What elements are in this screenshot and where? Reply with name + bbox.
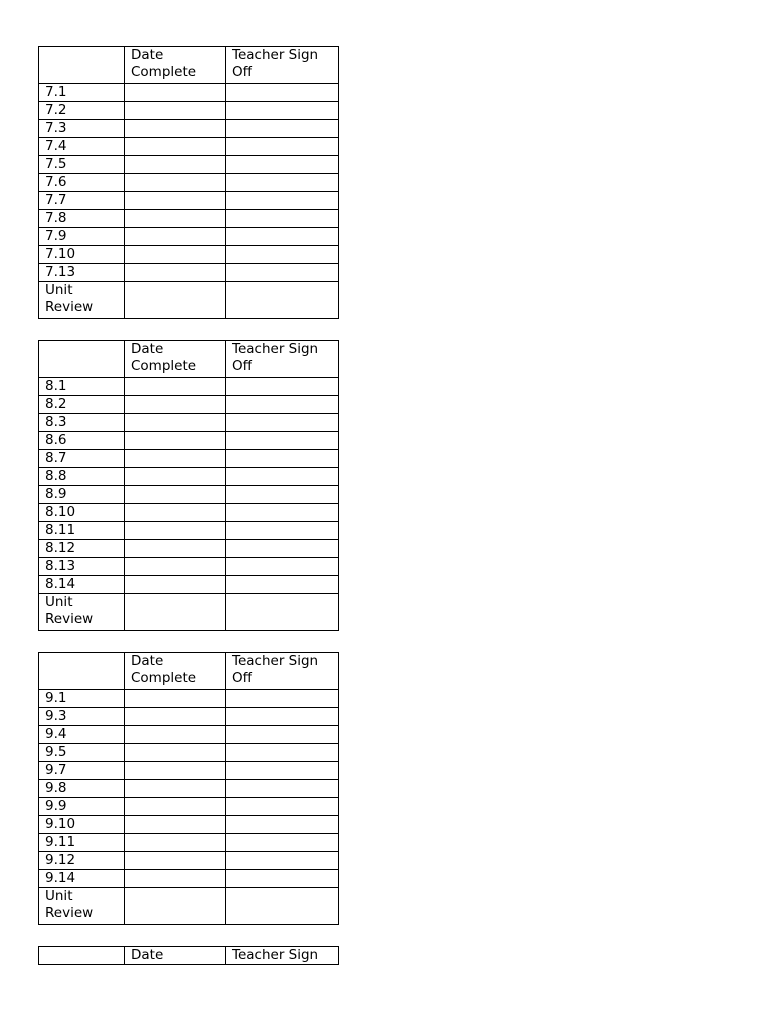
section-row (39, 780, 339, 798)
section-row (39, 834, 339, 852)
teacher-sign-off-header: Teacher Sign Off (226, 653, 339, 690)
date-complete-header: Date Complete (125, 47, 226, 84)
date-complete-cell[interactable] (125, 576, 226, 594)
date-complete-cell[interactable] (125, 834, 226, 852)
date-complete-cell[interactable] (125, 726, 226, 744)
section-number: 8.11 (39, 522, 125, 540)
section-row (39, 504, 339, 522)
teacher-sign-off-cell[interactable] (226, 396, 339, 414)
section-number: 8.9 (39, 486, 125, 504)
section-number: 8.3 (39, 414, 125, 432)
date-complete-cell[interactable] (125, 414, 226, 432)
teacher-sign-off-cell[interactable] (226, 558, 339, 576)
teacher-sign-off-cell[interactable] (226, 210, 339, 228)
section-number: 8.13 (39, 558, 125, 576)
teacher-sign-off-cell[interactable] (226, 228, 339, 246)
section-row (39, 432, 339, 450)
date-complete-header: Date Complete (125, 341, 226, 378)
unit-review-label: Unit Review (39, 888, 125, 925)
header-row (39, 947, 339, 965)
section-number: 8.1 (39, 378, 125, 396)
section-row (39, 210, 339, 228)
date-complete-cell[interactable] (125, 816, 226, 834)
section-number: 7.10 (39, 246, 125, 264)
date-complete-cell[interactable] (125, 84, 226, 102)
teacher-sign-off-header: Teacher Sign Off (226, 341, 339, 378)
teacher-sign-off-cell[interactable] (226, 138, 339, 156)
date-complete-cell[interactable] (125, 708, 226, 726)
date-complete-cell[interactable] (125, 870, 226, 888)
teacher-sign-off-cell[interactable] (226, 690, 339, 708)
section-number: 9.5 (39, 744, 125, 762)
date-complete-header: Date (125, 947, 226, 965)
section-row (39, 522, 339, 540)
date-complete-cell[interactable] (125, 156, 226, 174)
teacher-sign-off-cell[interactable] (226, 762, 339, 780)
date-complete-cell[interactable] (125, 138, 226, 156)
section-row (39, 576, 339, 594)
section-row (39, 156, 339, 174)
header-row (39, 341, 339, 378)
teacher-sign-off-cell[interactable] (226, 246, 339, 264)
unit-review-label: Unit Review (39, 282, 125, 319)
date-complete-cell[interactable] (125, 396, 226, 414)
section-row (39, 192, 339, 210)
header-blank-cell (39, 947, 125, 965)
teacher-sign-off-header: Teacher Sign (226, 947, 339, 965)
unit-review-label: Unit Review (39, 594, 125, 631)
section-number: 9.8 (39, 780, 125, 798)
date-complete-cell[interactable] (125, 174, 226, 192)
teacher-sign-off-cell[interactable] (226, 870, 339, 888)
section-row (39, 138, 339, 156)
teacher-sign-off-cell[interactable] (226, 432, 339, 450)
section-row (39, 690, 339, 708)
date-complete-header: Date Complete (125, 653, 226, 690)
teacher-sign-off-cell[interactable] (226, 708, 339, 726)
section-number: 9.3 (39, 708, 125, 726)
teacher-sign-off-cell[interactable] (226, 798, 339, 816)
date-complete-cell[interactable] (125, 522, 226, 540)
header-blank-cell (39, 653, 125, 690)
teacher-sign-off-cell[interactable] (226, 102, 339, 120)
section-row (39, 816, 339, 834)
teacher-sign-off-cell[interactable] (226, 888, 339, 925)
signoff-table-partial (38, 946, 339, 965)
teacher-sign-off-header: Teacher Sign Off (226, 47, 339, 84)
teacher-sign-off-cell[interactable] (226, 120, 339, 138)
teacher-sign-off-cell[interactable] (226, 780, 339, 798)
section-row (39, 450, 339, 468)
section-number: 7.13 (39, 264, 125, 282)
section-row (39, 264, 339, 282)
section-number: 7.3 (39, 120, 125, 138)
date-complete-cell[interactable] (125, 798, 226, 816)
date-complete-cell[interactable] (125, 228, 226, 246)
section-number: 8.8 (39, 468, 125, 486)
date-complete-cell[interactable] (125, 744, 226, 762)
section-number: 7.6 (39, 174, 125, 192)
date-complete-cell[interactable] (125, 102, 226, 120)
date-complete-cell[interactable] (125, 120, 226, 138)
section-number: 9.7 (39, 762, 125, 780)
section-row (39, 744, 339, 762)
unit-review-row (39, 888, 339, 925)
teacher-sign-off-cell[interactable] (226, 264, 339, 282)
header-blank-cell (39, 341, 125, 378)
date-complete-cell[interactable] (125, 468, 226, 486)
section-row (39, 414, 339, 432)
teacher-sign-off-cell[interactable] (226, 594, 339, 631)
section-row (39, 558, 339, 576)
section-row (39, 120, 339, 138)
section-row (39, 174, 339, 192)
teacher-sign-off-cell[interactable] (226, 282, 339, 319)
section-number: 9.4 (39, 726, 125, 744)
section-number: 7.9 (39, 228, 125, 246)
teacher-sign-off-cell[interactable] (226, 84, 339, 102)
header-row (39, 653, 339, 690)
section-row (39, 228, 339, 246)
date-complete-cell[interactable] (125, 852, 226, 870)
teacher-sign-off-cell[interactable] (226, 852, 339, 870)
date-complete-cell[interactable] (125, 504, 226, 522)
teacher-sign-off-cell[interactable] (226, 834, 339, 852)
signoff-table (38, 340, 339, 631)
section-number: 9.9 (39, 798, 125, 816)
teacher-sign-off-cell[interactable] (226, 816, 339, 834)
section-number: 7.2 (39, 102, 125, 120)
date-complete-cell[interactable] (125, 192, 226, 210)
date-complete-cell[interactable] (125, 690, 226, 708)
teacher-sign-off-cell[interactable] (226, 378, 339, 396)
section-number: 9.11 (39, 834, 125, 852)
section-row (39, 486, 339, 504)
section-number: 8.7 (39, 450, 125, 468)
signoff-table (38, 46, 339, 319)
section-number: 8.14 (39, 576, 125, 594)
section-row (39, 102, 339, 120)
section-number: 8.12 (39, 540, 125, 558)
section-row (39, 852, 339, 870)
teacher-sign-off-cell[interactable] (226, 522, 339, 540)
section-row (39, 798, 339, 816)
section-number: 7.5 (39, 156, 125, 174)
teacher-sign-off-cell[interactable] (226, 174, 339, 192)
teacher-sign-off-cell[interactable] (226, 486, 339, 504)
section-row (39, 762, 339, 780)
teacher-sign-off-cell[interactable] (226, 576, 339, 594)
date-complete-cell[interactable] (125, 264, 226, 282)
teacher-sign-off-cell[interactable] (226, 192, 339, 210)
date-complete-cell[interactable] (125, 540, 226, 558)
date-complete-cell[interactable] (125, 210, 226, 228)
section-number: 8.6 (39, 432, 125, 450)
section-row (39, 246, 339, 264)
teacher-sign-off-cell[interactable] (226, 726, 339, 744)
section-row (39, 84, 339, 102)
section-number: 7.1 (39, 84, 125, 102)
section-number: 9.1 (39, 690, 125, 708)
date-complete-cell[interactable] (125, 558, 226, 576)
date-complete-cell[interactable] (125, 378, 226, 396)
section-number: 7.7 (39, 192, 125, 210)
date-complete-cell[interactable] (125, 594, 226, 631)
section-number: 9.12 (39, 852, 125, 870)
date-complete-cell[interactable] (125, 888, 226, 925)
date-complete-cell[interactable] (125, 486, 226, 504)
section-number: 9.10 (39, 816, 125, 834)
date-complete-cell[interactable] (125, 762, 226, 780)
section-number: 8.2 (39, 396, 125, 414)
teacher-sign-off-cell[interactable] (226, 744, 339, 762)
unit-review-row (39, 594, 339, 631)
teacher-sign-off-cell[interactable] (226, 156, 339, 174)
teacher-sign-off-cell[interactable] (226, 540, 339, 558)
date-complete-cell[interactable] (125, 780, 226, 798)
section-row (39, 396, 339, 414)
date-complete-cell[interactable] (125, 246, 226, 264)
section-number: 9.14 (39, 870, 125, 888)
section-row (39, 468, 339, 486)
section-row (39, 708, 339, 726)
teacher-sign-off-cell[interactable] (226, 414, 339, 432)
section-number: 7.8 (39, 210, 125, 228)
section-number: 8.10 (39, 504, 125, 522)
section-row (39, 870, 339, 888)
section-row (39, 726, 339, 744)
section-number: 7.4 (39, 138, 125, 156)
signoff-table (38, 652, 339, 925)
date-complete-cell[interactable] (125, 450, 226, 468)
unit-review-row (39, 282, 339, 319)
date-complete-cell[interactable] (125, 432, 226, 450)
teacher-sign-off-cell[interactable] (226, 504, 339, 522)
header-blank-cell (39, 47, 125, 84)
header-row (39, 47, 339, 84)
teacher-sign-off-cell[interactable] (226, 468, 339, 486)
section-row (39, 540, 339, 558)
teacher-sign-off-cell[interactable] (226, 450, 339, 468)
date-complete-cell[interactable] (125, 282, 226, 319)
section-row (39, 378, 339, 396)
